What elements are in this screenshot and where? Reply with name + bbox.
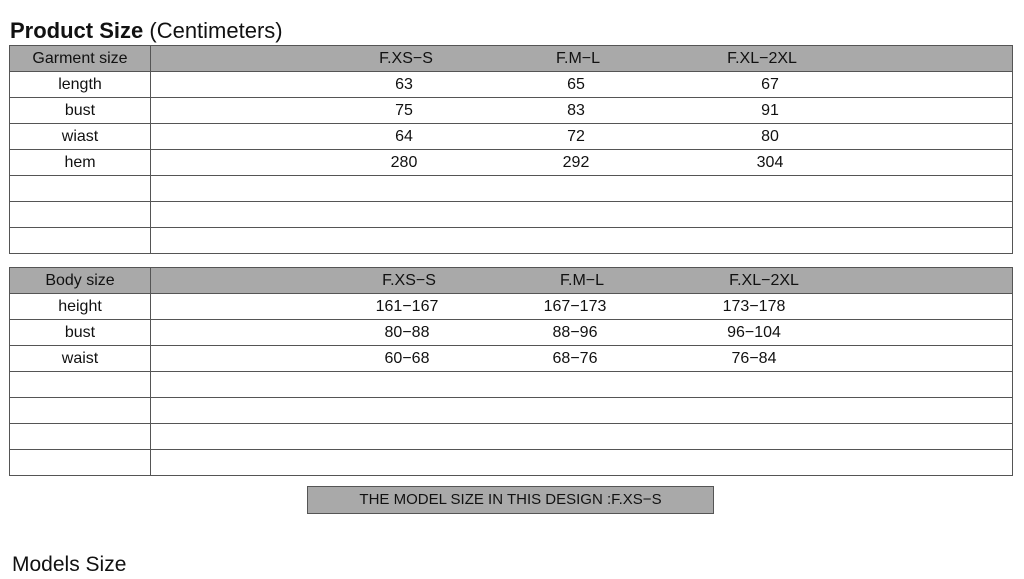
row-label: length [10, 72, 151, 98]
empty-row [10, 450, 1013, 476]
body-header-row [10, 268, 1013, 294]
row-label: height [10, 294, 151, 320]
body-header-label: Body size [10, 268, 151, 294]
cell-value: 75 [395, 101, 413, 119]
cell-value: 63 [395, 75, 413, 93]
garment-size-col-3: F.XL−2XL [727, 49, 797, 67]
table-row [10, 124, 1013, 150]
garment-header-row [10, 46, 1013, 72]
table-row [10, 346, 1013, 372]
cell-value: 161−167 [375, 297, 439, 315]
models-size-heading: Models Size [12, 553, 127, 576]
cell-value: 173−178 [722, 297, 786, 315]
body-size-col-3: F.XL−2XL [729, 271, 799, 289]
garment-size-col-2: F.M−L [555, 49, 601, 67]
title-main: Product Size [10, 18, 144, 43]
table-row [10, 98, 1013, 124]
cell-value: 80 [761, 127, 779, 145]
cell-value: 80−88 [384, 323, 430, 341]
body-size-col-1: F.XS−S [382, 271, 436, 289]
garment-size-col-1: F.XS−S [379, 49, 433, 67]
body-size-col-2: F.M−L [559, 271, 605, 289]
garment-header-label: Garment size [10, 46, 151, 72]
row-label: waist [10, 346, 151, 372]
empty-row [10, 424, 1013, 450]
cell-value: 91 [761, 101, 779, 119]
row-label: bust [10, 98, 151, 124]
cell-value: 72 [567, 127, 585, 145]
page-title [10, 17, 283, 45]
empty-row [10, 202, 1013, 228]
row-label: hem [10, 150, 151, 176]
cell-value: 83 [567, 101, 585, 119]
cell-value: 64 [395, 127, 413, 145]
cell-value: 280 [390, 153, 418, 171]
empty-row [10, 372, 1013, 398]
table-row [10, 72, 1013, 98]
garment-size-table [9, 45, 1013, 254]
empty-row [10, 176, 1013, 202]
cell-value: 68−76 [552, 349, 598, 367]
model-size-note: THE MODEL SIZE IN THIS DESIGN :F.XS−S [307, 486, 714, 514]
cell-value: 67 [761, 75, 779, 93]
title-unit: (Centimeters) [149, 18, 283, 43]
cell-value: 65 [567, 75, 585, 93]
cell-value: 292 [562, 153, 590, 171]
cell-value: 96−104 [727, 323, 781, 341]
cell-value: 60−68 [384, 349, 430, 367]
cell-value: 167−173 [543, 297, 607, 315]
table-row [10, 320, 1013, 346]
body-size-table [9, 267, 1013, 476]
table-row [10, 150, 1013, 176]
empty-row [10, 398, 1013, 424]
row-label: wiast [10, 124, 151, 150]
cell-value: 88−96 [552, 323, 598, 341]
row-label: bust [10, 320, 151, 346]
table-row [10, 294, 1013, 320]
cell-value: 76−84 [731, 349, 777, 367]
cell-value: 304 [756, 153, 784, 171]
empty-row [10, 228, 1013, 254]
